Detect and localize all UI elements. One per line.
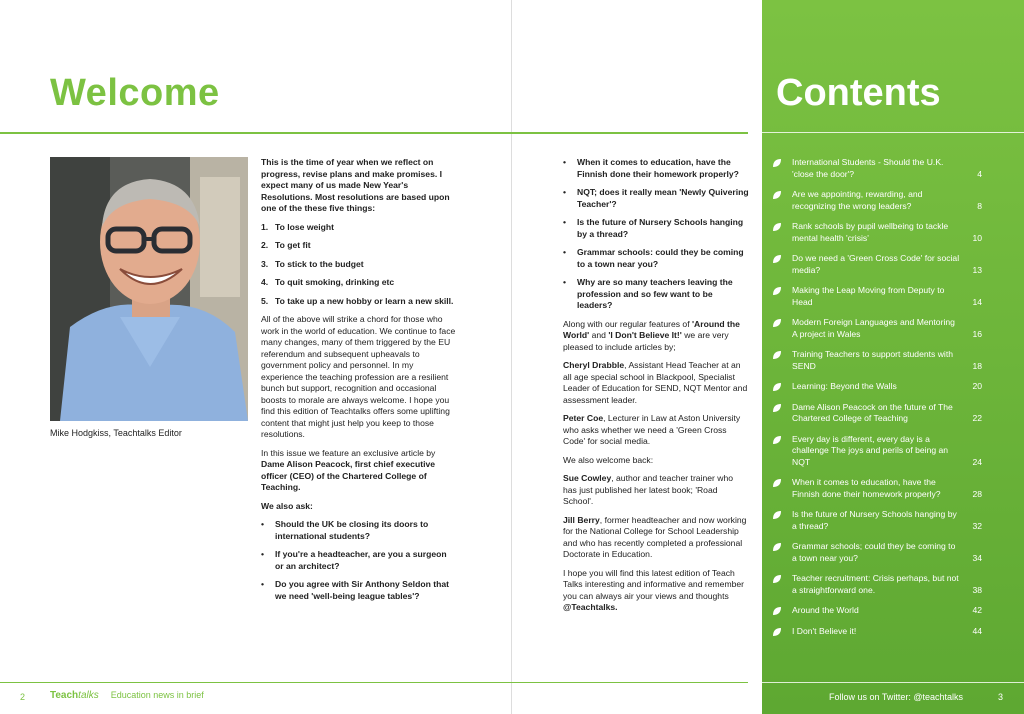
photo-caption: Mike Hodgkiss, Teachtalks Editor	[50, 428, 182, 438]
contributor-drabble: Cheryl Drabble, Assistant Head Teacher at an all age special school in Blackpool, Specialist Leader of Education for SEND, NQT Mentor and assessment leader.	[563, 360, 748, 405]
welcome-column	[261, 157, 457, 609]
contents-item[interactable]: Around the World 42	[772, 605, 982, 617]
list-item: 2. To get fit	[261, 240, 311, 250]
leaf-icon	[772, 350, 782, 360]
contents-item[interactable]: Teacher recruitment: Crisis perhaps, but not a straightforward one. 38	[772, 573, 982, 596]
page-number-right: 3	[998, 692, 1004, 702]
list-item: • Why are so many teachers leaving the profession and so few want to be leaders?	[563, 277, 733, 310]
contents-title: Contents	[776, 72, 941, 114]
leaf-icon	[772, 382, 782, 392]
resolutions-list	[261, 222, 457, 308]
list-item: • Should the UK be closing its doors to international students?	[261, 519, 429, 541]
contributor-cowley: Sue Cowley, author and teacher trainer who has just published her latest book; 'Road School'.	[563, 473, 734, 506]
closing-paragraph: I hope you will find this latest edition of Teach Talks interesting and informative and remember you can always air your views and thoughts @Teachtalks.	[563, 567, 745, 612]
list-item: • Grammar schools: could they be coming to a town near you?	[563, 247, 744, 269]
contents-list	[772, 157, 982, 646]
list-item: • When it comes to education, have the Finnish done their homework properly?	[563, 157, 739, 179]
leaf-icon	[772, 574, 782, 584]
page-fold	[511, 0, 512, 714]
list-item: 4. To quit smoking, drinking etc	[261, 277, 395, 287]
leaf-icon	[772, 606, 782, 616]
contents-item[interactable]: Rank schools by pupil wellbeing to tackle mental health 'crisis' 10	[772, 221, 982, 244]
editor-photo	[50, 157, 248, 421]
leaf-icon	[772, 222, 782, 232]
contents-item[interactable]: When it comes to education, have the Finnish done their homework properly? 28	[772, 477, 982, 500]
twitter-handle[interactable]: Follow us on Twitter: @teachtalks	[829, 692, 964, 702]
contributor-berry: Jill Berry, former headteacher and now working for the National College for School Leadership and who has recently completed a professional Doctorate in Education.	[563, 514, 747, 559]
leaf-icon	[772, 510, 782, 520]
leaf-icon	[772, 627, 782, 637]
leaf-icon	[772, 318, 782, 328]
brand-logo: Teachtalks Education news in brief	[50, 690, 204, 701]
contents-item[interactable]: Grammar schools; could they be coming to a town near you? 34	[772, 541, 982, 564]
list-item: • NQT; does it really mean 'Newly Quivering Teacher'?	[563, 187, 749, 209]
contents-item[interactable]: Is the future of Nursery Schools hanging by a thread? 32	[772, 509, 982, 532]
list-item: • Is the future of Nursery Schools hanging by a thread?	[563, 217, 744, 239]
contents-item[interactable]: I Don't Believe it! 44	[772, 626, 982, 638]
contents-item[interactable]: Making the Leap Moving from Deputy to Head 14	[772, 285, 982, 308]
list-item: 1. To lose weight	[261, 221, 335, 232]
list-item: 5. To take up a new hobby or learn a new skill.	[261, 295, 454, 306]
contents-item[interactable]: Are we appointing, rewarding, and recognizing the wrong leaders? 8	[772, 189, 982, 212]
topics-list	[563, 157, 749, 312]
contents-item[interactable]: Do we need a 'Green Cross Code' for social media? 13	[772, 253, 982, 276]
welcome-back-heading: We also welcome back:	[563, 454, 654, 465]
contents-item[interactable]: Every day is different, every day is a challenge The joys and perils of being an NQT 24	[772, 434, 982, 469]
questions-list	[261, 519, 457, 602]
leaf-icon	[772, 254, 782, 264]
list-item: • Do you agree with Sir Anthony Seldon that we need 'well-being league tables'?	[261, 579, 449, 601]
feature-paragraph: In this issue we feature an exclusive article by Dame Alison Peacock, first chief executive officer (CEO) of the Chartered College of Teaching.	[261, 447, 436, 492]
page-number-left: 2	[20, 692, 26, 702]
body-paragraph: All of the above will strike a chord for those who work in the world of education. We continue to face many changes, many of them triggered by the EU referendum and subsequent upheavals to government policy and personnel. In my experience the teaching profession are a resilient bunch but support, recognition and occasional boosts to morale are always welcome. I hope you find this edition of Teachtalks offers some uplifting content that might just help you keep to those resolutions.	[261, 314, 456, 439]
bottom-rule	[0, 682, 748, 683]
articles-column	[563, 157, 749, 621]
features-paragraph: Along with our regular features of 'Around the World' and 'I Don't Believe It!' we are very pleased to include articles by;	[563, 318, 740, 352]
also-ask-heading: We also ask:	[261, 500, 313, 511]
leaf-icon	[772, 542, 782, 552]
contents-item[interactable]: Training Teachers to support students with SEND 18	[772, 349, 982, 372]
contributor-coe: Peter Coe, Lecturer in Law at Aston University who asks whether we need a 'Green Cross Code' for social media.	[563, 413, 741, 446]
leaf-icon	[772, 403, 782, 413]
contents-item[interactable]: Dame Alison Peacock on the future of The Chartered College of Teaching 22	[772, 402, 982, 425]
top-rule	[0, 132, 748, 134]
list-item: 3. To stick to the budget	[261, 258, 364, 269]
top-rule-sidebar	[762, 132, 1024, 133]
leaf-icon	[772, 190, 782, 200]
contents-item[interactable]: Modern Foreign Languages and Mentoring A project in Wales 16	[772, 317, 982, 340]
welcome-title: Welcome	[50, 72, 220, 114]
contents-item[interactable]: International Students - Should the U.K. 'close the door'? 4	[772, 157, 982, 180]
bottom-rule-sidebar	[762, 682, 1024, 683]
tagline: Education news in brief	[110, 690, 204, 700]
leaf-icon	[772, 158, 782, 168]
leaf-icon	[772, 435, 782, 445]
leaf-icon	[772, 286, 782, 296]
editor-portrait-illustration	[50, 157, 248, 421]
list-item: • If you're a headteacher, are you a surgeon or an architect?	[261, 549, 447, 571]
leaf-icon	[772, 478, 782, 488]
intro-paragraph: This is the time of year when we reflect on progress, revise plans and make promises. I expect many of us made New Year's Resolutions. Most resolutions are based upon one of the these five things:	[261, 157, 450, 213]
contents-item[interactable]: Learning: Beyond the Walls 20	[772, 381, 982, 393]
